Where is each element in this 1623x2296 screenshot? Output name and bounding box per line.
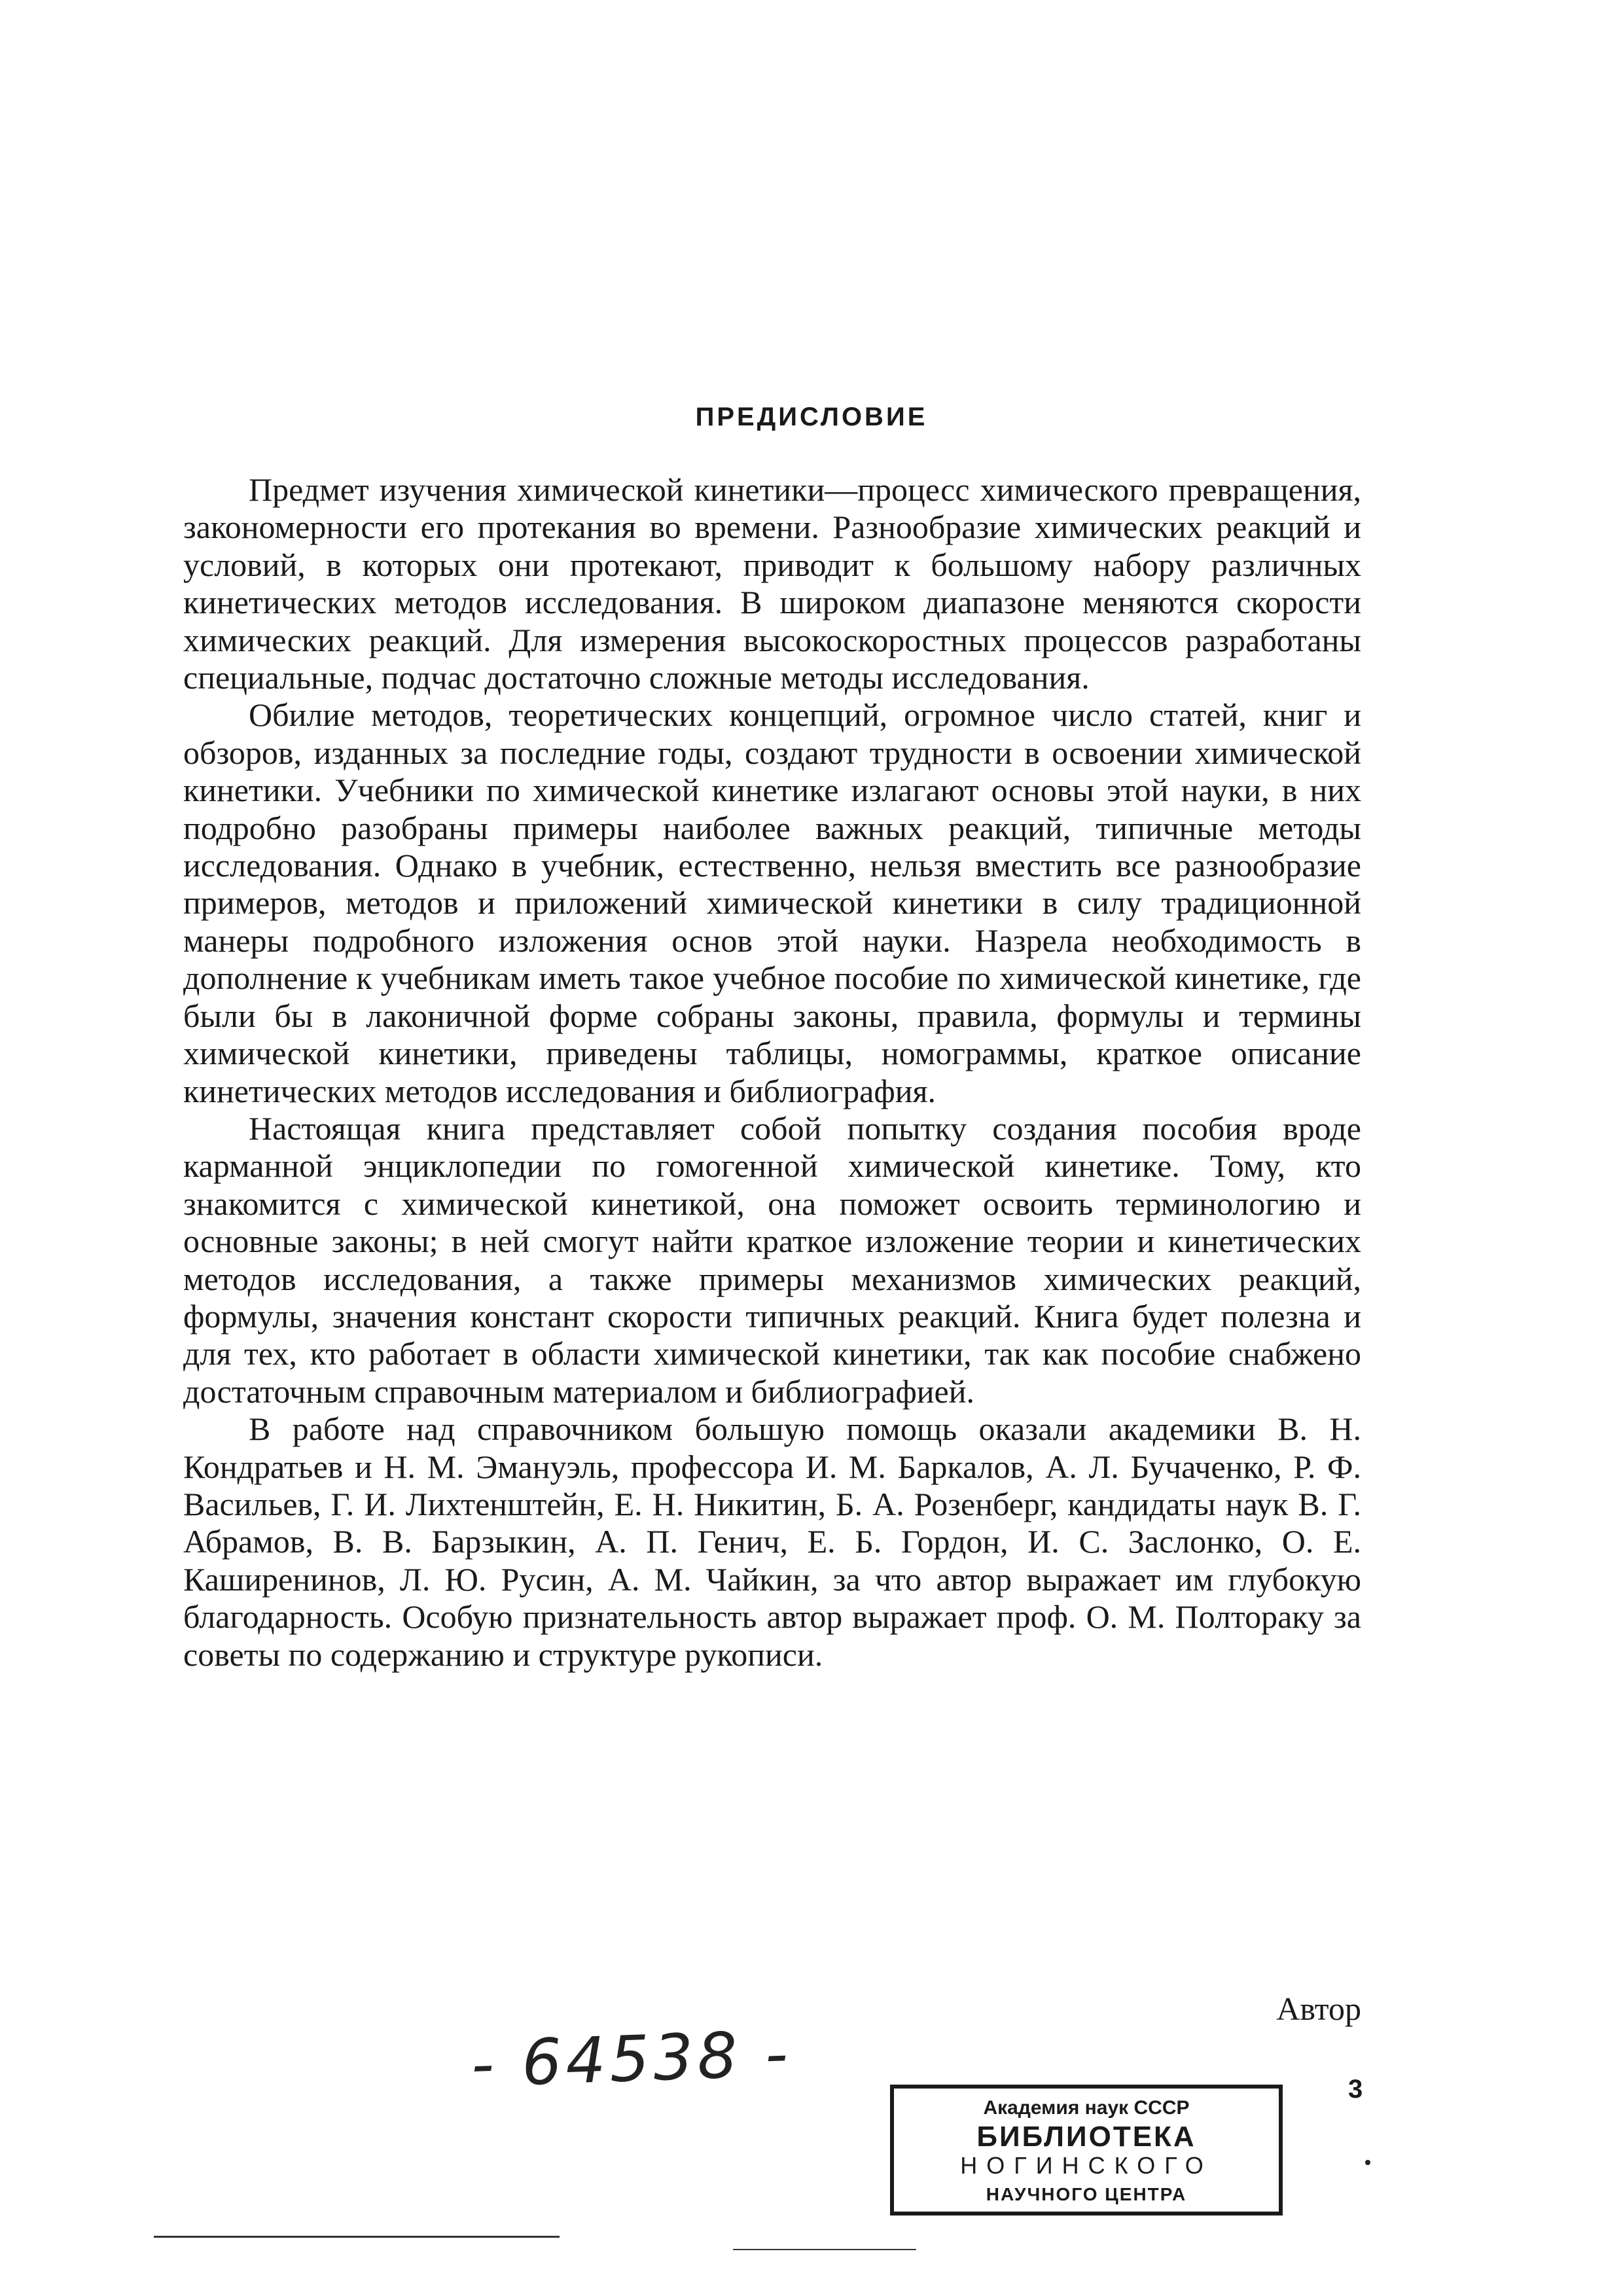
bottom-rule-right [733, 2249, 916, 2250]
paragraph-4: В работе над справочником большую помощь оказали академики В. Н. Кондратьев и Н. М. Эмануэль, профессора И. М. Баркалов, А. Л. Бучаченко, Р. Ф. Васильев, Г. И. Лихтенштейн, Е. Н. Никитин, Б. А. Розенберг, кандидаты наук В. Г. Абрамов, В. В. Барзыкин, А. П. Генич, Е. Б. Гордон, И. С. Заслонко, О. Е. Каширенинов, Л. Ю. Русин, А. М. Чайкин, за что автор выражает им глубокую благодарность. Особую признательность автор выражает проф. О. М. Полтораку за советы по содержанию и структуре рукописи. [183, 1410, 1361, 1673]
stray-mark [1365, 2160, 1370, 2165]
stamp-line-noginsk: НОГИНСКОГО [960, 2152, 1213, 2179]
page-number: 3 [1348, 2075, 1363, 2104]
preface-body [183, 471, 1361, 1674]
stamp-line-academy: Академия наук СССР [983, 2097, 1190, 2119]
paragraph-2: Обилие методов, теоретических концепций, огромное число статей, книг и обзоров, изданных за последние годы, создают трудности в освоении химической кинетики. Учебники по химической кинетике излагают основы этой науки, в них подробно разобраны примеры наиболее важных реакций, типичные методы исследования. Однако в учебник, естественно, нельзя вместить все разнообразие примеров, методов и приложений химической кинетики в силу традиционной манеры подробного изложения основ этой науки. Назрела необходимость в дополнение к учебникам иметь такое учебное пособие по химической кинетике, где были бы в лаконичной форме собраны законы, правила, формулы и термины химической кинетики, приведены таблицы, номограммы, краткое описание кинетических методов исследования и библиография. [183, 696, 1361, 1109]
bottom-rule-left [154, 2236, 560, 2238]
stamp-line-center: НАУЧНОГО ЦЕНТРА [986, 2184, 1187, 2204]
stamp-line-library: БИБЛИОТЕКА [976, 2121, 1196, 2153]
handwritten-inventory-number: - 64538 - [470, 2017, 793, 2102]
page-title: ПРЕДИСЛОВИЕ [695, 403, 928, 431]
author-signature: Автор [1276, 1990, 1361, 2027]
library-stamp [890, 2085, 1283, 2215]
paragraph-3: Настоящая книга представляет собой попытку создания пособия вроде карманной энциклопедии по гомогенной химической кинетике. Тому, кто знакомится с химической кинетикой, она поможет освоить терминологию и основные законы; в ней смогут найти краткое изложение теории и кинетических методов исследования, а также примеры механизмов химических реакций, формулы, значения констант скорости типичных реакций. Книга будет полезна и для тех, кто работает в области химической кинетики, так как пособие снабжено достаточным справочным материалом и библиографией. [183, 1109, 1361, 1410]
paragraph-1: Предмет изучения химической кинетики—процесс химического превращения, закономерности его протекания во времени. Разнообразие химических реакций и условий, в которых они протекают, приводит к большому набору различных кинетических методов исследования. В широком диапазоне меняются скорости химических реакций. Для измерения высокоскоростных процессов разработаны специальные, подчас достаточно сложные методы исследования. [183, 471, 1361, 696]
